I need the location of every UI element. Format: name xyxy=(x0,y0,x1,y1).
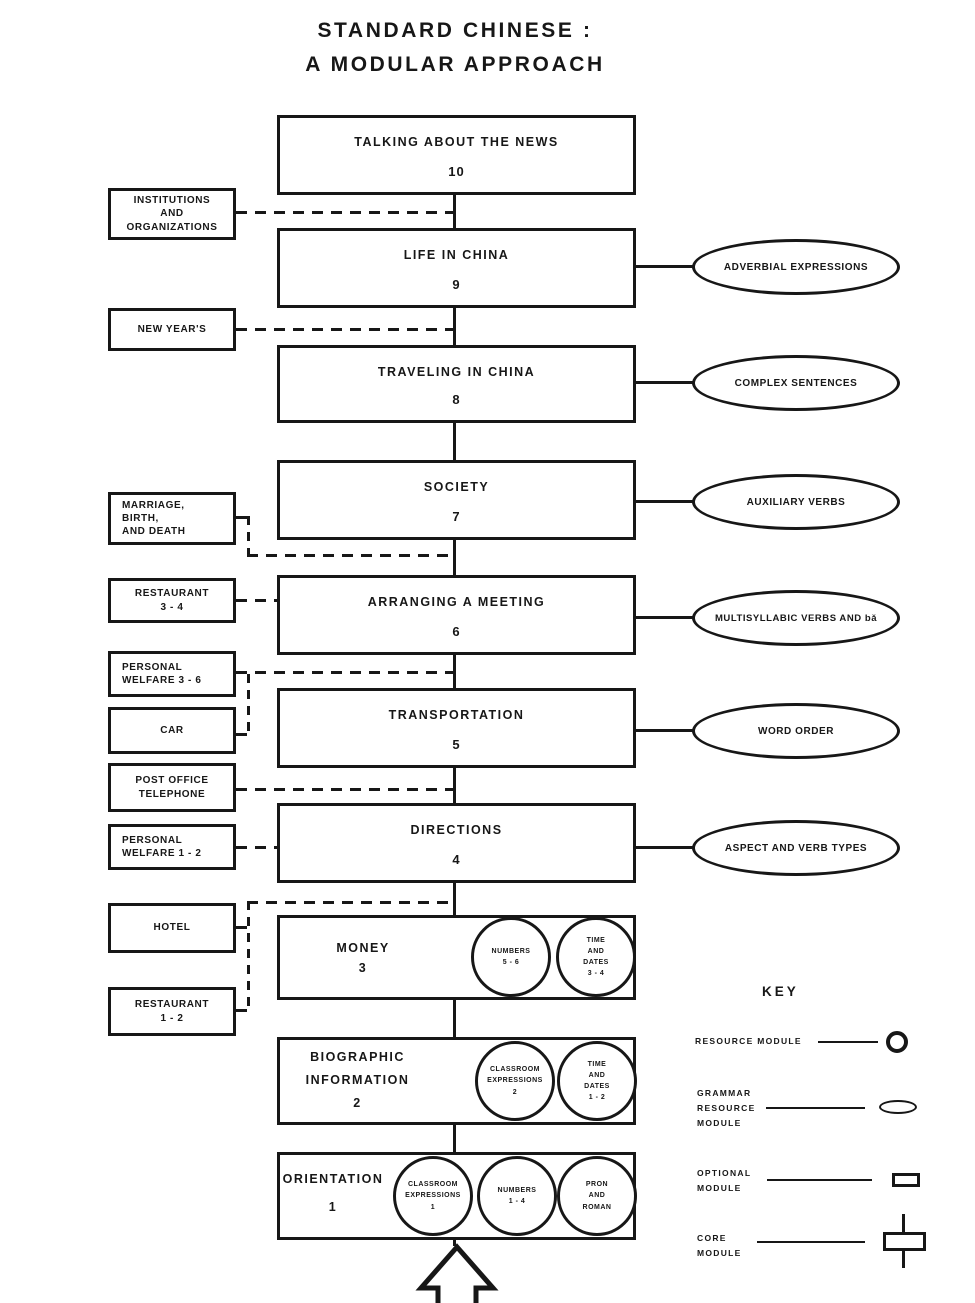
grammar-module-complex-sentences: COMPLEX SENTENCES xyxy=(692,355,900,411)
connector-marriage-b xyxy=(247,516,250,557)
grammar-module-word-order: WORD ORDER xyxy=(692,703,900,759)
optional-module-post-office-telephone: POST OFFICE TELEPHONE xyxy=(108,763,236,812)
connector-hotel xyxy=(236,926,252,929)
key-label-grammar-2: RESOURCE xyxy=(697,1103,756,1113)
core-module-7-title: SOCIETY xyxy=(423,480,490,494)
core-module-8-title: TRAVELING IN CHINA xyxy=(377,365,536,379)
connector-meeting-multisyllabic xyxy=(634,616,694,619)
title-line-1: STANDARD CHINESE : xyxy=(317,19,593,42)
core-module-9-title: LIFE IN CHINA xyxy=(403,248,510,262)
core-module-2-name-1: BIOGRAPHIC xyxy=(310,1050,405,1064)
entry-arrow-icon xyxy=(405,1241,509,1303)
connector-life-adverbial xyxy=(634,265,694,268)
core-module-3-number: 3 xyxy=(358,961,368,975)
connector-car-vertical xyxy=(247,674,250,736)
key-label-core-2: MODULE xyxy=(697,1248,742,1258)
core-module-1-name: ORIENTATION xyxy=(282,1172,384,1186)
resource-circle-numbers-1-4: NUMBERS 1 - 4 xyxy=(477,1156,557,1236)
optional-module-personal-welfare-3-6: PERSONAL WELFARE 3 - 6 xyxy=(108,651,236,697)
connector-car xyxy=(236,733,252,736)
core-module-1-number: 1 xyxy=(328,1200,338,1214)
core-module-7-number: 7 xyxy=(452,509,461,524)
title-line-2: A MODULAR APPROACH xyxy=(305,53,605,76)
core-module-4-title: DIRECTIONS xyxy=(410,823,503,837)
key-label-resource-module: RESOURCE MODULE xyxy=(695,1036,802,1046)
core-module-8 xyxy=(277,345,636,423)
connector-directions-aspect xyxy=(634,846,694,849)
optional-module-restaurant-1-2: RESTAURANT 1 - 2 xyxy=(108,987,236,1036)
resource-module-symbol xyxy=(886,1031,908,1053)
core-module-symbol xyxy=(883,1232,926,1251)
optional-module-restaurant-3-4: RESTAURANT 3 - 4 xyxy=(108,578,236,623)
optional-module-marriage-birth-death: MARRIAGE, BIRTH, AND DEATH xyxy=(108,492,236,545)
core-module-5 xyxy=(277,688,636,768)
optional-module-personal-welfare-1-2: PERSONAL WELFARE 1 - 2 xyxy=(108,824,236,870)
resource-circle-classroom-2: CLASSROOM EXPRESSIONS 2 xyxy=(475,1041,555,1121)
connector-newyears xyxy=(236,328,454,331)
resource-circle-time-dates-3-4: TIME AND DATES 3 - 4 xyxy=(556,917,636,997)
optional-module-symbol xyxy=(892,1173,920,1187)
core-module-5-number: 5 xyxy=(452,737,461,752)
key-line-core xyxy=(757,1241,865,1243)
key-label-core-1: CORE xyxy=(697,1233,727,1243)
connector-personal-welfare-1-2 xyxy=(236,846,278,849)
core-module-9-number: 9 xyxy=(452,277,461,292)
connector-transportation-wordorder xyxy=(634,729,694,732)
optional-module-hotel: HOTEL xyxy=(108,903,236,953)
grammar-module-auxiliary-verbs: AUXILIARY VERBS xyxy=(692,474,900,530)
key-label-optional-2: MODULE xyxy=(697,1183,742,1193)
resource-circle-time-dates-1-2: TIME AND DATES 1 - 2 xyxy=(557,1041,637,1121)
connector-hotel-restaurant-vertical xyxy=(247,901,250,1011)
key-line-grammar xyxy=(766,1107,865,1109)
core-module-2-title xyxy=(285,1046,430,1115)
key-label-optional-1: OPTIONAL xyxy=(697,1168,752,1178)
core-module-6-title: ARRANGING A MEETING xyxy=(367,595,546,609)
key-label-grammar-3: MODULE xyxy=(697,1118,742,1128)
optional-module-car: CAR xyxy=(108,707,236,754)
optional-module-institutions: INSTITUTIONS AND ORGANIZATIONS xyxy=(108,188,236,240)
diagram-title xyxy=(155,14,755,82)
core-module-10-number: 10 xyxy=(448,164,465,179)
core-module-7 xyxy=(277,460,636,540)
core-module-3-name: MONEY xyxy=(336,941,390,955)
optional-module-new-years: NEW YEAR'S xyxy=(108,308,236,351)
core-module-6 xyxy=(277,575,636,655)
connector-restaurant-3-4 xyxy=(236,599,278,602)
connector-hotel-restaurant-top xyxy=(247,901,454,904)
key-label-grammar-1: GRAMMAR xyxy=(697,1088,752,1098)
grammar-module-adverbial-expressions: ADVERBIAL EXPRESSIONS xyxy=(692,239,900,295)
resource-circle-classroom-1: CLASSROOM EXPRESSIONS 1 xyxy=(393,1156,473,1236)
connector-marriage-c xyxy=(247,554,454,557)
core-module-2-name-2: INFORMATION xyxy=(305,1073,410,1087)
connector-traveling-complex xyxy=(634,381,694,384)
core-module-4 xyxy=(277,803,636,883)
resource-circle-pron-roman: PRON AND ROMAN xyxy=(557,1156,637,1236)
core-module-9 xyxy=(277,228,636,308)
key-line-optional xyxy=(767,1179,872,1181)
resource-circle-numbers-5-6: NUMBERS 5 - 6 xyxy=(471,917,551,997)
key-title: KEY xyxy=(762,984,799,999)
key-line-resource xyxy=(818,1041,878,1043)
core-module-1-title xyxy=(281,1165,385,1221)
core-module-8-number: 8 xyxy=(452,392,461,407)
grammar-module-aspect-verb-types: ASPECT AND VERB TYPES xyxy=(692,820,900,876)
connector-personal-welfare-3-6 xyxy=(236,671,454,674)
connector-post-office xyxy=(236,788,454,791)
grammar-module-multisyllabic-verbs: MULTISYLLABIC VERBS AND bǎ xyxy=(692,590,900,646)
core-module-5-title: TRANSPORTATION xyxy=(388,708,525,722)
grammar-resource-module-symbol xyxy=(879,1100,917,1114)
connector-institutions xyxy=(236,211,454,214)
core-module-4-number: 4 xyxy=(452,852,461,867)
core-module-3-title xyxy=(288,938,438,978)
core-module-6-number: 6 xyxy=(452,624,461,639)
core-module-10-title: TALKING ABOUT THE NEWS xyxy=(354,135,559,149)
connector-society-auxiliary xyxy=(634,500,694,503)
core-module-2-number: 2 xyxy=(353,1096,362,1110)
core-module-10 xyxy=(277,115,636,195)
connector-restaurant-1-2 xyxy=(236,1009,252,1012)
